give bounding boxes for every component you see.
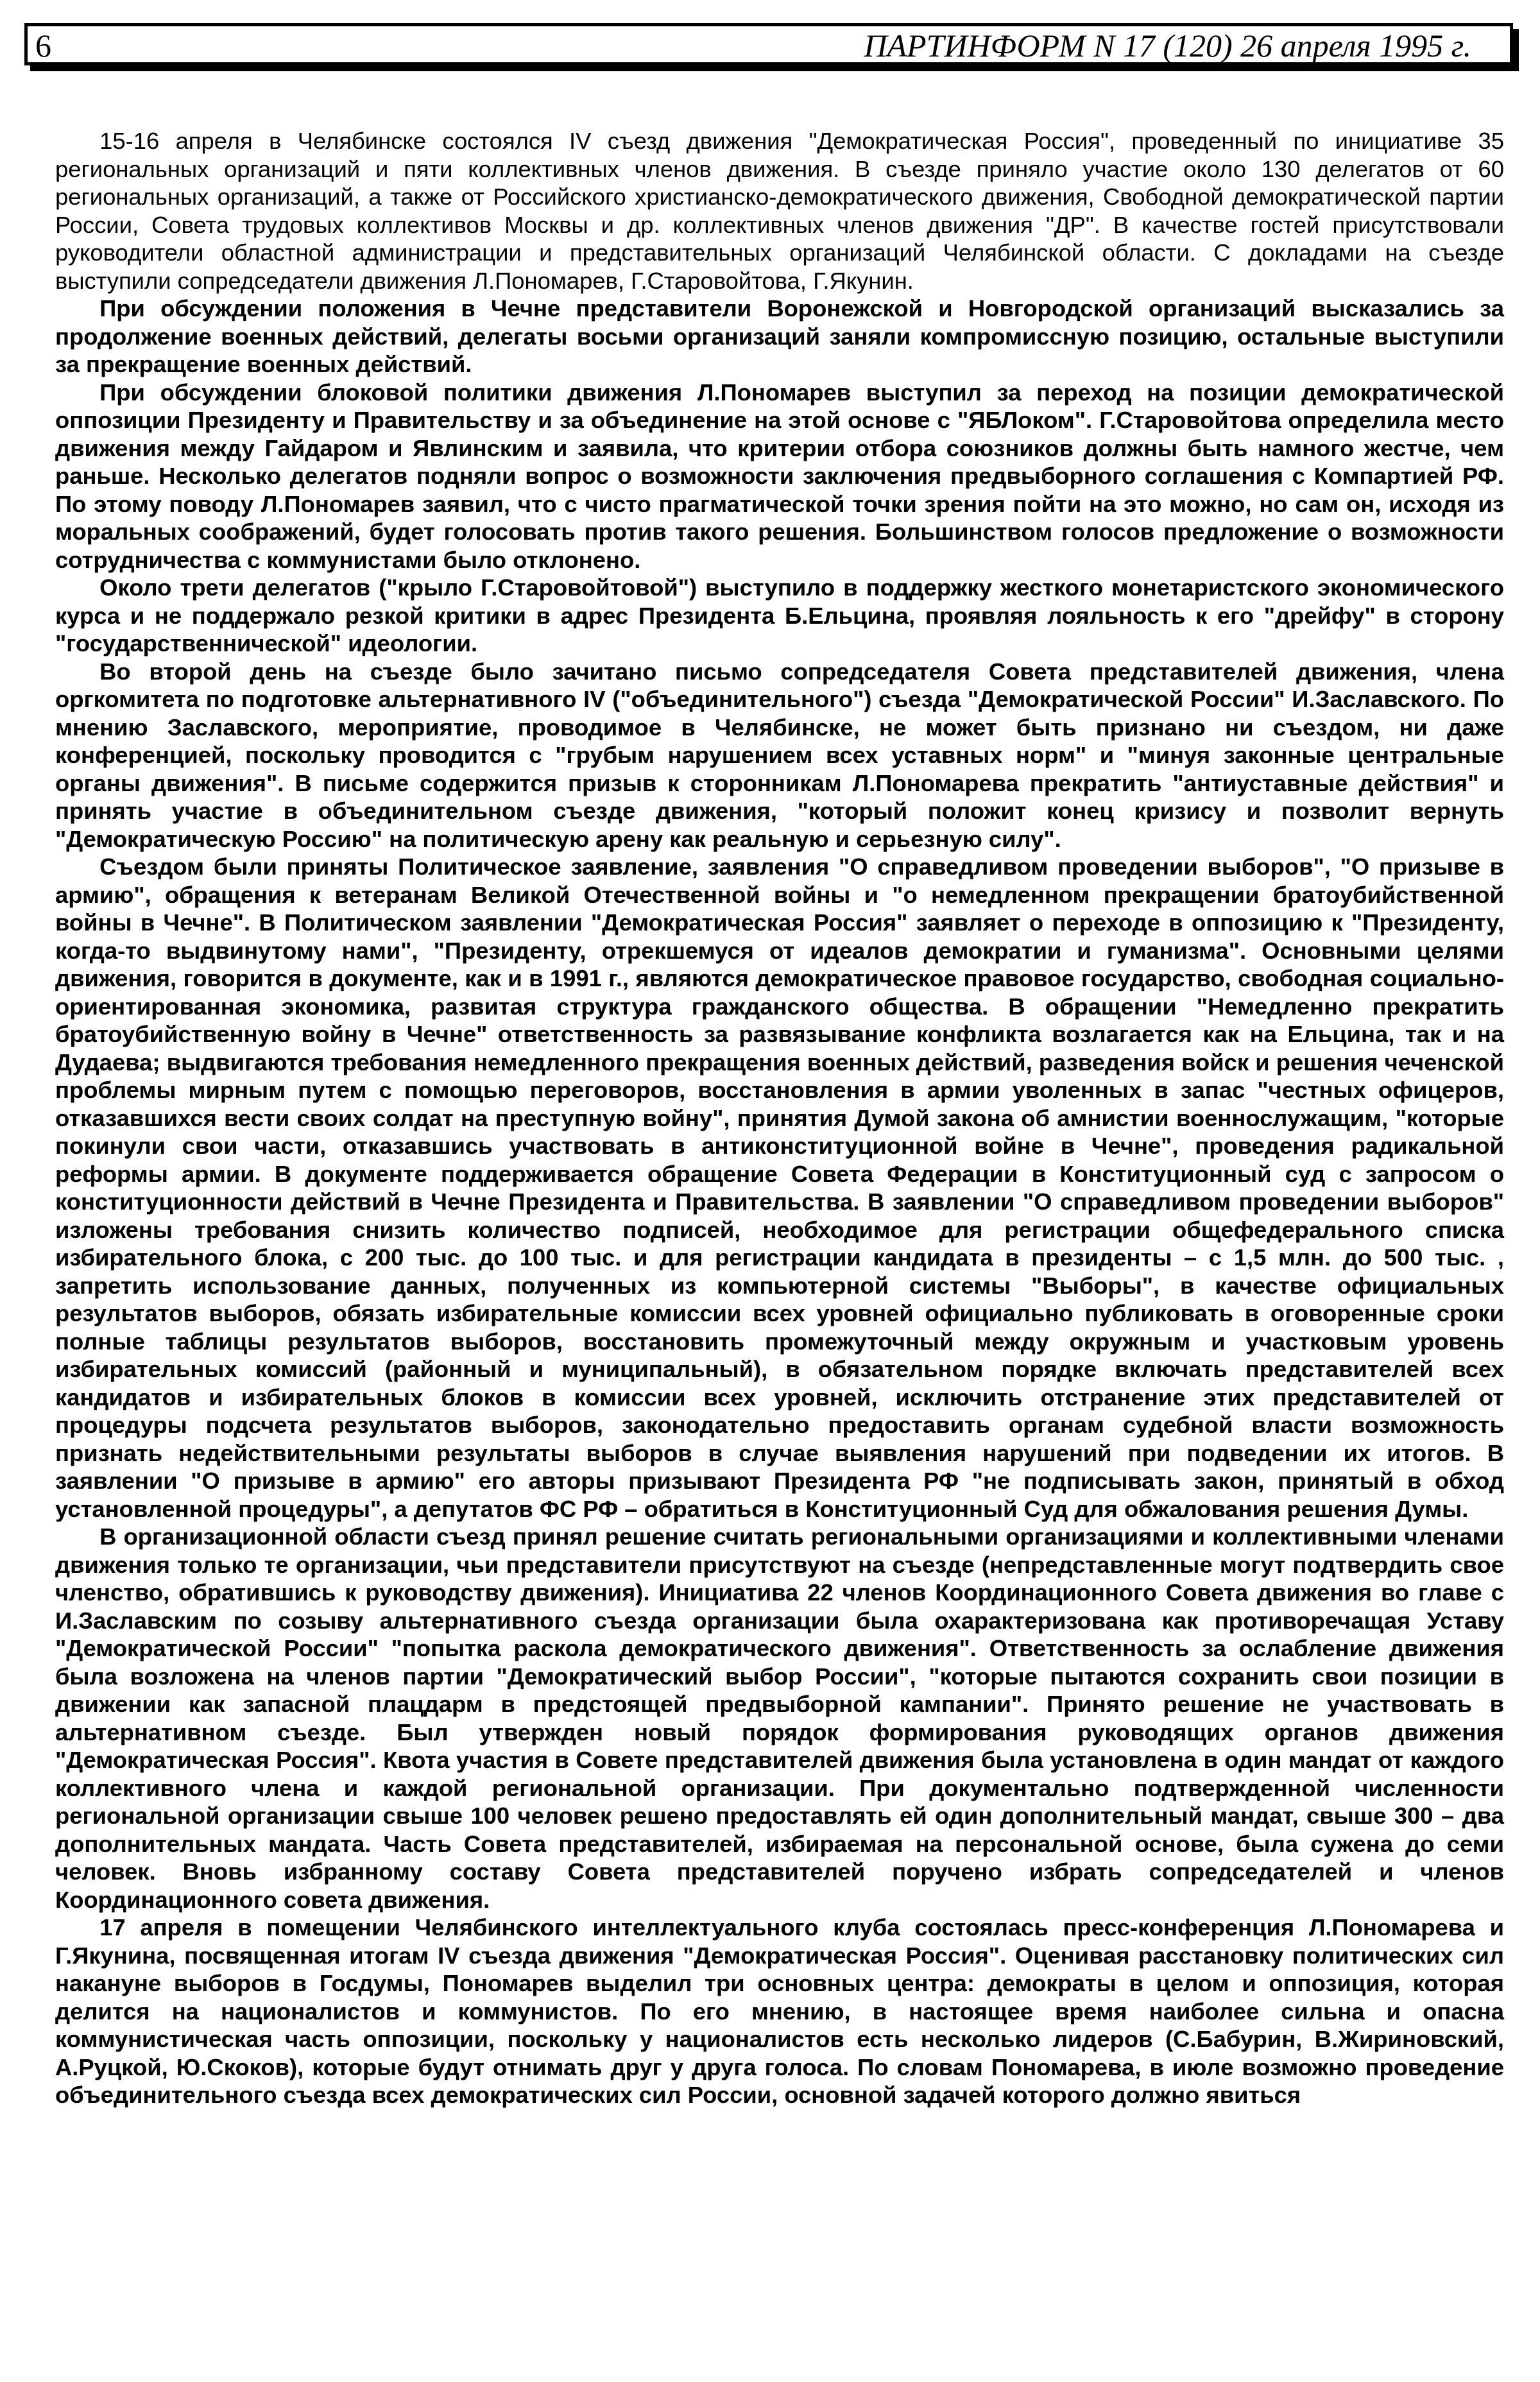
page-header bbox=[24, 23, 1513, 65]
page-number: 6 bbox=[35, 28, 51, 64]
publication-title: ПАРТИНФОРМ N 17 (120) 26 апреля 1995 г. bbox=[864, 28, 1471, 64]
paragraph-zaslavsky-letter: Во второй день на съезде было зачитано письмо сопредседателя Совета представителей движения, члена оргкомитета по подготовке альтернативного IV ("объединительного") съезда "Демократической России" И.Заславского. По мнению Заславского, мероприятие, проводимое в Челябинске, не может быть признано ни съездом, ни даже конференцией, поскольку проводится с "грубым нарушением всех уставных норм" и "минуя законные центральные органы движения". В письме содержится призыв к сторонникам Л.Пономарева прекратить "антиуставные действия" и принять участие в объединительном съезде движения, "который положит конец кризису и позволит вернуть "Демократическую Россию" на политическую арену как реальную и серьезную силу". bbox=[55, 658, 1504, 852]
paragraph-adopted-documents: Съездом были приняты Политическое заявление, заявления "О справедливом проведении выборов", "О призыве в армию", обращения к ветеранам Великой Отечественной войны и "о немедленном прекращении братоубийственной войны в Чечне". В Политическом заявлении "Демократическая Россия" заявляет о переходе в оппозицию к "Президенту, когда-то выдвинутому нами", "Президенту, отрекшемуся от идеалов демократии и гуманизма". Основными целями движения, говорится в документе, как и в 1991 г., являются демократическое правовое государство, свободная социально-ориентированная экономика, развитая структура гражданского общества. В обращении "Немедленно прекратить братоубийственную войну в Чечне" ответственность за развязывание конфликта возлагается как на Ельцина, так и на Дудаева; выдвигаются требования немедленного прекращения военных действий, разведения войск и решения чеченской проблемы мирным путем с помощью переговоров, восстановления в армии уволенных в запас "честных офицеров, отказавшихся вести своих солдат на преступную войну", принятия Думой закона об амнистии военнослужащим, "которые покинули свои части, отказавшись участвовать в антиконституционной войне в Чечне", проведения радикальной реформы армии. В документе поддерживается обращение Совета Федерации в Конституционный суд с запросом о конституционности действий в Чечне Президента и Правительства. В заявлении "О справедливом проведении выборов" изложены требования снизить количество подписей, необходимое для регистрации общефедерального списка избирательного блока, с 200 тыс. до 100 тыс. и для регистрации кандидата в президенты – с 1,5 млн. до 500 тыс. , запретить использование данных, полученных из компьютерной системы "Выборы", в качестве официальных результатов выборов, обязать избирательные комиссии всех уровней официально публиковать в оговоренные сроки полные таблицы результатов выборов, восстановить промежуточный между окружным и участковым уровень избирательных комиссий (районный и муниципальный), в обязательном порядке включать представителей всех кандидатов и избирательных блоков в комиссии всех уровней, исключить отстранение этих представителей от процедуры подсчета результатов выборов, законодательно предоставить органам судебной власти возможность признать недействительными результаты выборов в случае выявления нарушений при подведении их итогов. В заявлении "О призыве в армию" его авторы призывают Президента РФ "не подписывать закон, принятый в обход установленной процедуры", а депутатов ФС РФ – обратиться в Конституционный Суд для обжалования решения Думы. bbox=[55, 853, 1504, 1522]
article-body bbox=[55, 127, 1504, 2109]
paragraph-organizational: В организационной области съезд принял решение считать региональными организациями и коллективными членами движения только те организации, чьи представители присутствуют на съезде (непредставленные могут подтвердить свое членство, обратившись к руководству движения). Инициатива 22 членов Координационного Совета движения во главе с И.Заславским по созыву альтернативного съезда организации была охарактеризована как противоречащая Уставу "Демократической России" "попытка раскола демократического движения". Ответственность за ослабление движения была возложена на членов партии "Демократический выбор России", "которые пытаются сохранить свои позиции в движении как запасной плацдарм в предстоящей предвыборной кампании". Принято решение не участвовать в альтернативном съезде. Был утвержден новый порядок формирования руководящих органов движения "Демократическая Россия". Квота участия в Совете представителей движения была установлена в один мандат от каждого коллективного члена и каждой региональной организации. При документально подтвержденной численности региональной организации свыше 100 человек решено предоставлять ей один дополнительный мандат, свыше 300 – два дополнительных мандата. Часть Совета представителей, избираемая на персональной основе, была сужена до семи человек. Вновь избранному составу Совета представителей поручено избрать сопредседателей и членов Координационного совета движения. bbox=[55, 1523, 1504, 1913]
paragraph-bloc-policy: При обсуждении блоковой политики движения Л.Пономарев выступил за переход на позиции демократической оппозиции Президенту и Правительству и за объединение на этой основе с "ЯБЛоком". Г.Старовойтова определила место движения между Гайдаром и Явлинским и заявила, что критерии отбора союзников должны быть намного жестче, чем раньше. Несколько делегатов подняли вопрос о возможности заключения предвыборного соглашения с Компартией РФ. По этому поводу Л.Пономарев заявил, что с чисто прагматической точки зрения пойти на это можно, но сам он, исходя из моральных соображений, будет голосовать против такого решения. Большинством голосов предложение о возможности сотрудничества с коммунистами было отклонено. bbox=[55, 379, 1504, 573]
paragraph-chechnya: При обсуждении положения в Чечне представители Воронежской и Новгородской организаций высказались за продолжение военных действий, делегаты восьми организаций заняли компромиссную позицию, остальные выступили за прекращение военных действий. bbox=[55, 295, 1504, 377]
paragraph-press-conference: 17 апреля в помещении Челябинского интеллектуального клуба состоялась пресс-конференция Л.Пономарева и Г.Якунина, посвященная итогам IV съезда движения "Демократическая Россия". Оценивая расстановку политических сил накануне выборов в Госдумы, Пономарев выделил три основных центра: демократы в целом и оппозиция, которая делится на националистов и коммунистов. По его мнению, в настоящее время наиболее сильна и опасна коммунистическая часть оппозиции, поскольку у националистов есть несколько лидеров (С.Бабурин, В.Жириновский, А.Руцкой, Ю.Скоков), которые будут отнимать друг у друга голоса. По словам Пономарева, в июле возможно проведение объединительного съезда всех демократических сил России, основной задачей которого должно явиться bbox=[55, 1914, 1504, 2108]
paragraph-intro: 15-16 апреля в Челябинске состоялся IV съезд движения "Демократическая Россия", проведенный по инициативе 35 региональных организаций и пяти коллективных членов движения. В съезде приняло участие около 130 делегатов от 60 региональных организаций, а также от Российского христианско-демократического движения, Свободной демократической партии России, Совета трудовых коллективов Москвы и др. коллективных членов движения "ДР". В качестве гостей присутствовали руководители областной администрации и представительных организаций Челябинской области. С докладами на съезде выступили сопредседатели движения Л.Пономарев, Г.Старовойтова, Г.Якунин. bbox=[55, 128, 1504, 294]
paragraph-starovoitova-wing: Около трети делегатов ("крыло Г.Старовойтовой") выступило в поддержку жесткого монетаристского экономического курса и не поддержало резкой критики в адрес Президента Б.Ельцина, проявляя лояльность к его "дрейфу" в сторону "государственнической" идеологии. bbox=[55, 574, 1504, 656]
